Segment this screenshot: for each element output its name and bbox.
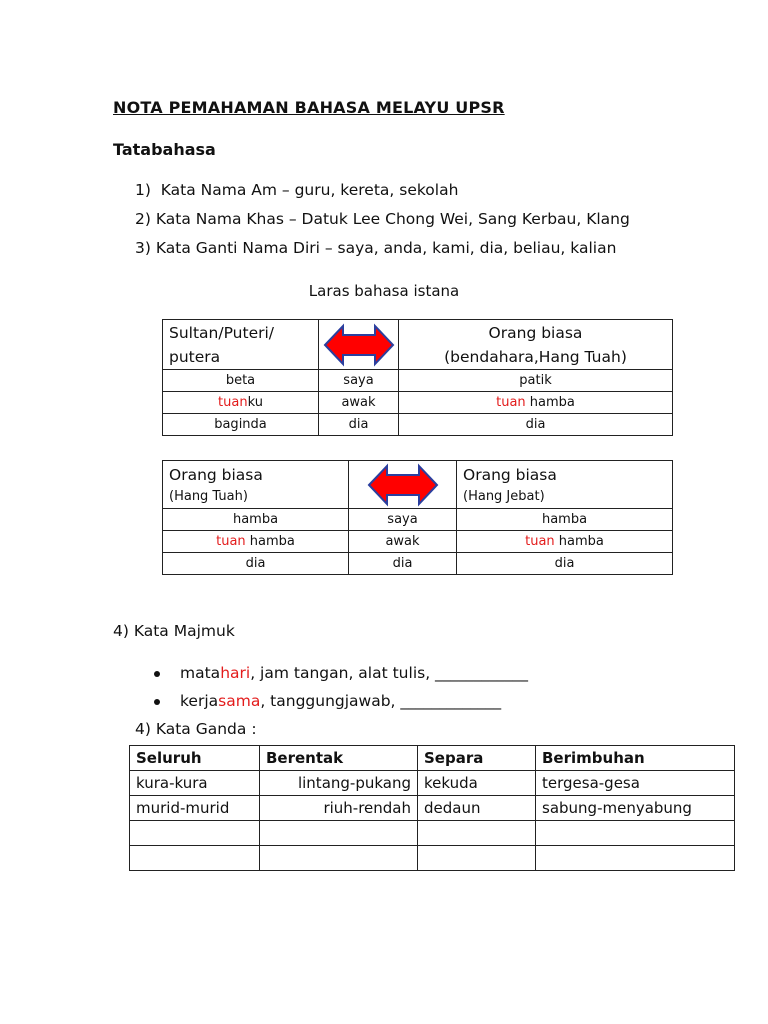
list-item: matahari, jam tangan, alat tulis, ____________ — [180, 664, 528, 682]
table-row: kura-kura lintang-pukang kekuda tergesa-gesa — [130, 771, 735, 796]
arrow-cell — [349, 461, 457, 509]
table-row: hamba saya hamba — [163, 509, 673, 531]
table-header-cell: Orang biasa (Hang Jebat) — [457, 461, 673, 509]
table-header-row: Seluruh Berentak Separa Berimbuhan — [130, 746, 735, 771]
section-heading-ganda: 4) Kata Ganda : — [135, 720, 257, 738]
kata-ganda-table — [129, 745, 735, 871]
page-title: NOTA PEMAHAMAN BAHASA MELAYU UPSR — [113, 98, 505, 117]
table-row: tuanku awak tuan hamba — [163, 392, 673, 414]
arrow-cell — [319, 320, 399, 370]
table-row: beta saya patik — [163, 370, 673, 392]
double-arrow-icon — [367, 463, 439, 507]
table-row — [130, 821, 735, 846]
laras-istana-table — [162, 319, 673, 436]
orang-biasa-table — [162, 460, 673, 575]
list-item: 3) Kata Ganti Nama Diri – saya, anda, kami, dia, beliau, kalian — [135, 239, 617, 257]
table-row: tuan hamba awak tuan hamba — [163, 531, 673, 553]
table-header-cell: Sultan/Puteri/ putera — [163, 320, 319, 370]
table-row: dia dia dia — [163, 553, 673, 575]
list-item: kerjasama, tanggungjawab, _____________ — [180, 692, 501, 710]
table-header-cell: Orang biasa (bendahara,Hang Tuah) — [399, 320, 673, 370]
table-header-cell: Orang biasa (Hang Tuah) — [163, 461, 349, 509]
bullet-icon — [154, 699, 160, 705]
laras-caption: Laras bahasa istana — [308, 282, 460, 300]
section-heading-majmuk: 4) Kata Majmuk — [113, 622, 235, 640]
table-row — [130, 846, 735, 871]
table-row: baginda dia dia — [163, 414, 673, 436]
section-heading-tatabahasa: Tatabahasa — [113, 140, 216, 159]
list-item: 2) Kata Nama Khas – Datuk Lee Chong Wei, Sang Kerbau, Klang — [135, 210, 630, 228]
double-arrow-icon — [323, 323, 395, 367]
bullet-icon — [154, 671, 160, 677]
table-row: murid-murid riuh-rendah dedaun sabung-menyabung — [130, 796, 735, 821]
list-item: 1) Kata Nama Am – guru, kereta, sekolah — [135, 181, 459, 199]
